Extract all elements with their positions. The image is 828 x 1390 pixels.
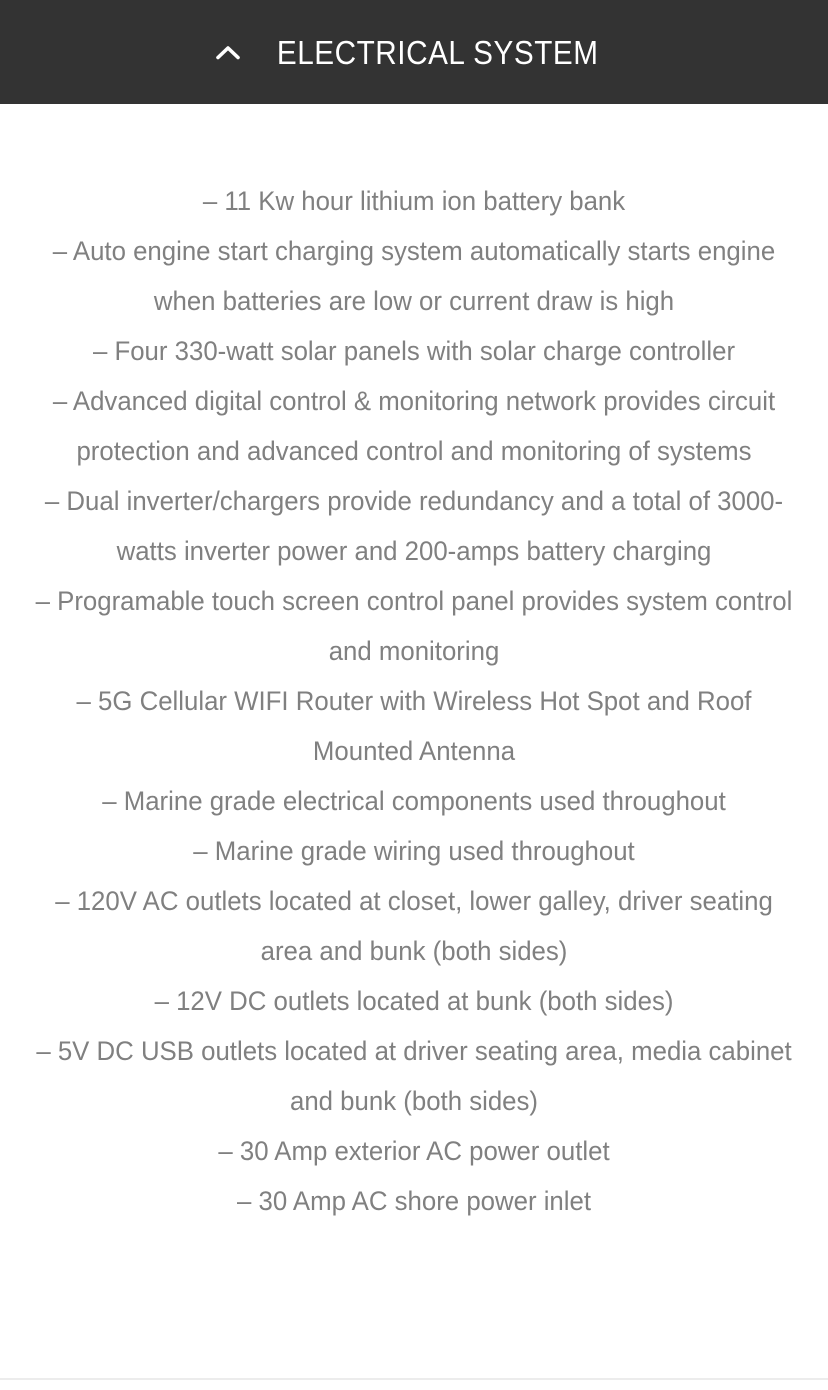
- list-item: – 5G Cellular WIFI Router with Wireless Hot Spot and Roof Mounted Antenna: [76, 686, 752, 766]
- list-item: – Marine grade wiring used throughout: [193, 836, 635, 866]
- spec-list: [8, 176, 820, 1226]
- section-body: [0, 104, 828, 1226]
- list-item: – Advanced digital control & monitoring network provides circuit protection and advanced control and monitoring of systems: [52, 386, 776, 466]
- list-item: – Four 330-watt solar panels with solar charge controller: [92, 336, 736, 366]
- list-item: – 120V AC outlets located at closet, lower galley, driver seating area and bunk (both sides): [55, 886, 773, 966]
- page-title: ELECTRICAL SYSTEM: [277, 33, 599, 71]
- list-item: – 30 Amp AC shore power inlet: [236, 1186, 592, 1216]
- list-item: – Programable touch screen control panel provides system control and monitoring: [35, 586, 793, 666]
- list-item: – 30 Amp exterior AC power outlet: [218, 1136, 610, 1166]
- list-item: – Dual inverter/chargers provide redundancy and a total of 3000-watts inverter power and 200-amps battery charging: [44, 486, 784, 566]
- section-header-toggle[interactable]: [0, 0, 828, 104]
- panel-divider: [0, 1378, 828, 1380]
- list-item: – 5V DC USB outlets located at driver seating area, media cabinet and bunk (both sides): [36, 1036, 792, 1116]
- list-item: – 11 Kw hour lithium ion battery bank: [202, 186, 626, 216]
- chevron-up-icon[interactable]: [211, 36, 245, 70]
- list-item: – 12V DC outlets located at bunk (both sides): [154, 986, 674, 1016]
- list-item: – Marine grade electrical components used throughout: [102, 786, 726, 816]
- list-item: – Auto engine start charging system automatically starts engine when batteries are low or current draw is high: [52, 236, 776, 316]
